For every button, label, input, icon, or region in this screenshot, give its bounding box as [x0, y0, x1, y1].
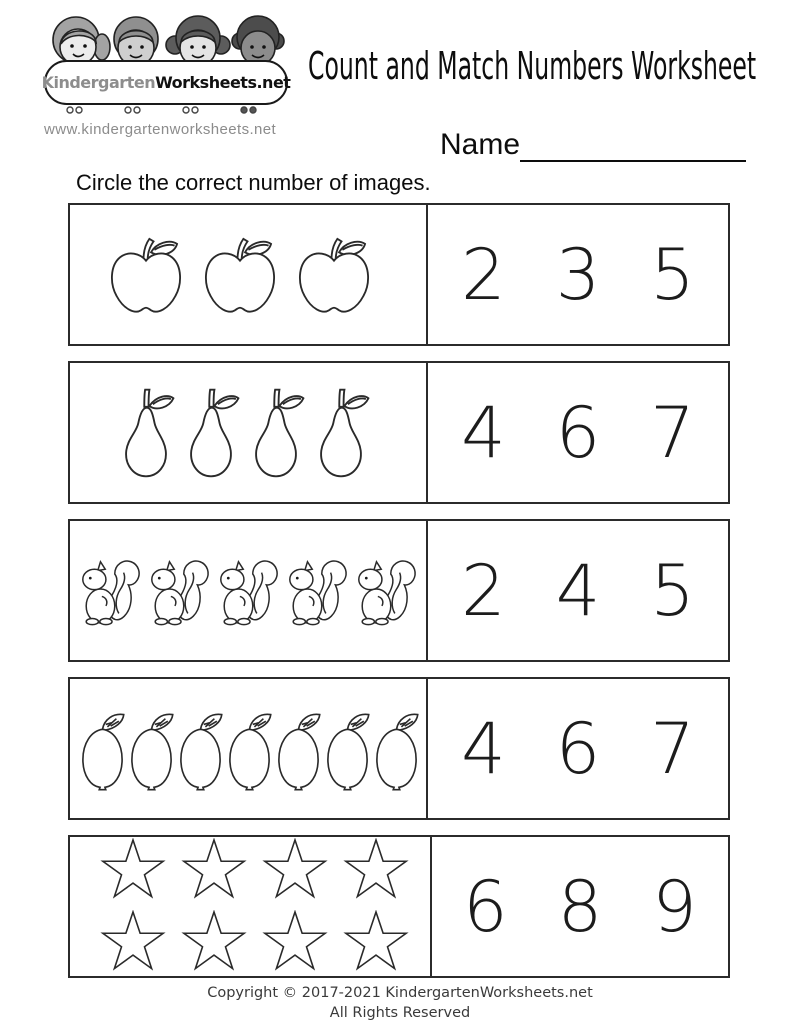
rights-text: All Rights Reserved	[329, 1004, 471, 1021]
number-option[interactable]: 8	[557, 865, 603, 948]
logo-fingers-decoration	[44, 105, 284, 118]
brand-name-part2: Worksheets.net	[155, 73, 291, 92]
lemon-icon	[274, 705, 323, 792]
squirrel-icon	[283, 544, 351, 638]
number-option[interactable]: 5	[650, 233, 695, 316]
star-icon	[341, 838, 411, 904]
footer	[0, 984, 800, 1023]
number-option[interactable]: 2	[461, 233, 506, 316]
number-options-cell	[426, 205, 728, 344]
lemon-group	[78, 705, 421, 792]
lemon-icon	[372, 705, 421, 792]
image-cell-apple	[70, 205, 426, 344]
number-option[interactable]: 9	[652, 865, 697, 948]
page-title: Count and Match Numbers Worksheet	[308, 44, 757, 88]
number-option[interactable]: 4	[461, 391, 506, 474]
kid-face-icon	[166, 16, 230, 66]
squirrel-icon	[145, 544, 213, 638]
number-options-cell	[430, 837, 728, 976]
kid-face-icon	[53, 17, 110, 65]
squirrel-icon	[214, 544, 282, 638]
star-icon	[341, 910, 411, 976]
number-option[interactable]: 6	[555, 391, 601, 474]
apple-icon	[292, 231, 376, 319]
worksheet-row	[68, 519, 730, 662]
image-cell-pear	[70, 363, 426, 502]
worksheet-rows	[68, 203, 730, 993]
number-option[interactable]: 3	[555, 233, 601, 316]
lemon-icon	[225, 705, 274, 792]
number-option[interactable]: 6	[463, 865, 508, 948]
image-cell-squirrel	[70, 521, 426, 660]
website-url: www.kindergartenworksheets.net	[44, 121, 277, 138]
kid-face-icon	[114, 17, 158, 66]
number-option[interactable]: 6	[555, 707, 601, 790]
number-option[interactable]: 2	[461, 549, 506, 632]
instruction-text: Circle the correct number of images.	[76, 170, 431, 195]
name-label: Name	[440, 128, 521, 161]
lemon-icon	[127, 705, 176, 792]
star-icon	[98, 838, 168, 904]
worksheet-row	[68, 677, 730, 820]
kid-face-icon	[232, 16, 284, 65]
lemon-icon	[78, 705, 127, 792]
brand-name-part1: Kindergarten	[41, 73, 156, 92]
number-options-cell	[426, 521, 728, 660]
logo-banner	[41, 60, 291, 105]
pear-icon	[311, 382, 371, 484]
image-cell-star	[70, 837, 430, 976]
lemon-icon	[323, 705, 372, 792]
pear-icon	[181, 382, 241, 484]
star-icon	[260, 838, 330, 904]
star-icon	[179, 838, 249, 904]
star-icon	[98, 910, 168, 976]
number-option[interactable]: 5	[650, 549, 695, 632]
worksheet-row	[68, 835, 730, 978]
apple-group	[104, 231, 386, 319]
site-logo	[42, 14, 294, 142]
copyright-text: Copyright © 2017-2021 KindergartenWorksheets.net	[207, 985, 593, 1001]
number-option[interactable]: 7	[650, 391, 695, 474]
apple-icon	[198, 231, 282, 319]
image-cell-lemon	[70, 679, 426, 818]
apple-icon	[104, 231, 188, 319]
number-option[interactable]: 4	[461, 707, 506, 790]
lemon-icon	[176, 705, 225, 792]
name-field	[440, 126, 746, 162]
worksheet-row	[68, 203, 730, 346]
squirrel-group	[76, 544, 421, 638]
pear-group	[116, 382, 376, 484]
star-icon	[179, 910, 249, 976]
number-option[interactable]: 4	[555, 549, 601, 632]
pear-icon	[116, 382, 176, 484]
star-icon	[260, 910, 330, 976]
name-blank-line[interactable]	[520, 126, 746, 162]
number-option[interactable]: 7	[650, 707, 695, 790]
number-options-cell	[426, 363, 728, 502]
squirrel-icon	[352, 544, 420, 638]
squirrel-icon	[76, 544, 144, 638]
number-options-cell	[426, 679, 728, 818]
pear-icon	[246, 382, 306, 484]
star-group	[98, 835, 430, 979]
worksheet-row	[68, 361, 730, 504]
